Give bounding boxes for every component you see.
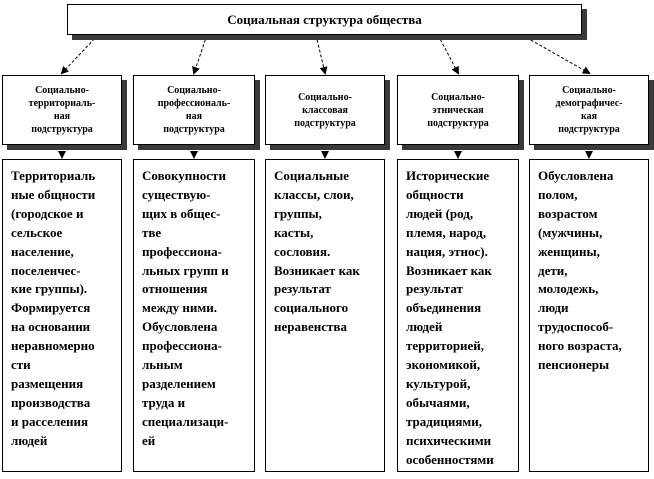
arrow-root-to-heading	[194, 35, 207, 73]
arrow-root-to-heading	[62, 35, 98, 73]
arrow-root-to-heading	[438, 35, 458, 73]
arrow-root-to-heading	[316, 35, 325, 73]
text-territorial: Территориаль ные общности (городское и сельское население, поселенчес- кие группы). Формируется на основании неравномерно сти размещения производства и расселения людей	[2, 159, 122, 472]
heading-professional: Социально- профессиональ- ная подструктура	[133, 75, 255, 145]
heading-demographic: Социально- демографичес- кая подструктура	[529, 75, 649, 145]
heading-class: Социально- классовая подструктура	[265, 75, 385, 145]
heading-ethnic: Социально- этническая подструктура	[397, 75, 519, 145]
heading-territorial: Социально- территориаль- ная подструктура	[2, 75, 122, 145]
text-class: Социальные классы, слои, группы, касты, сословия. Возникает как результат социального неравенства	[265, 159, 385, 472]
text-professional: Совокупности существую- щих в общес- тве профессиона- льных групп и отношения между ними. Обусловлена профессиона- льным разделением труда и специализаци- ей	[133, 159, 255, 472]
text-demographic: Обусловлена полом, возрастом (мужчины, женщины, дети, молодежь, люди трудоспособ- ного возраста, пенсионеры	[529, 159, 649, 472]
arrow-root-to-heading	[522, 35, 589, 73]
root-box	[67, 4, 582, 35]
text-ethnic: Исторические общности людей (род, племя, народ, нация, этнос). Возникает как результат объединения людей территорией, экономикой, культурой, обычаями, традициями, психическими особенностями	[397, 159, 519, 472]
diagram-title: Социальная структура общества	[227, 12, 422, 27]
